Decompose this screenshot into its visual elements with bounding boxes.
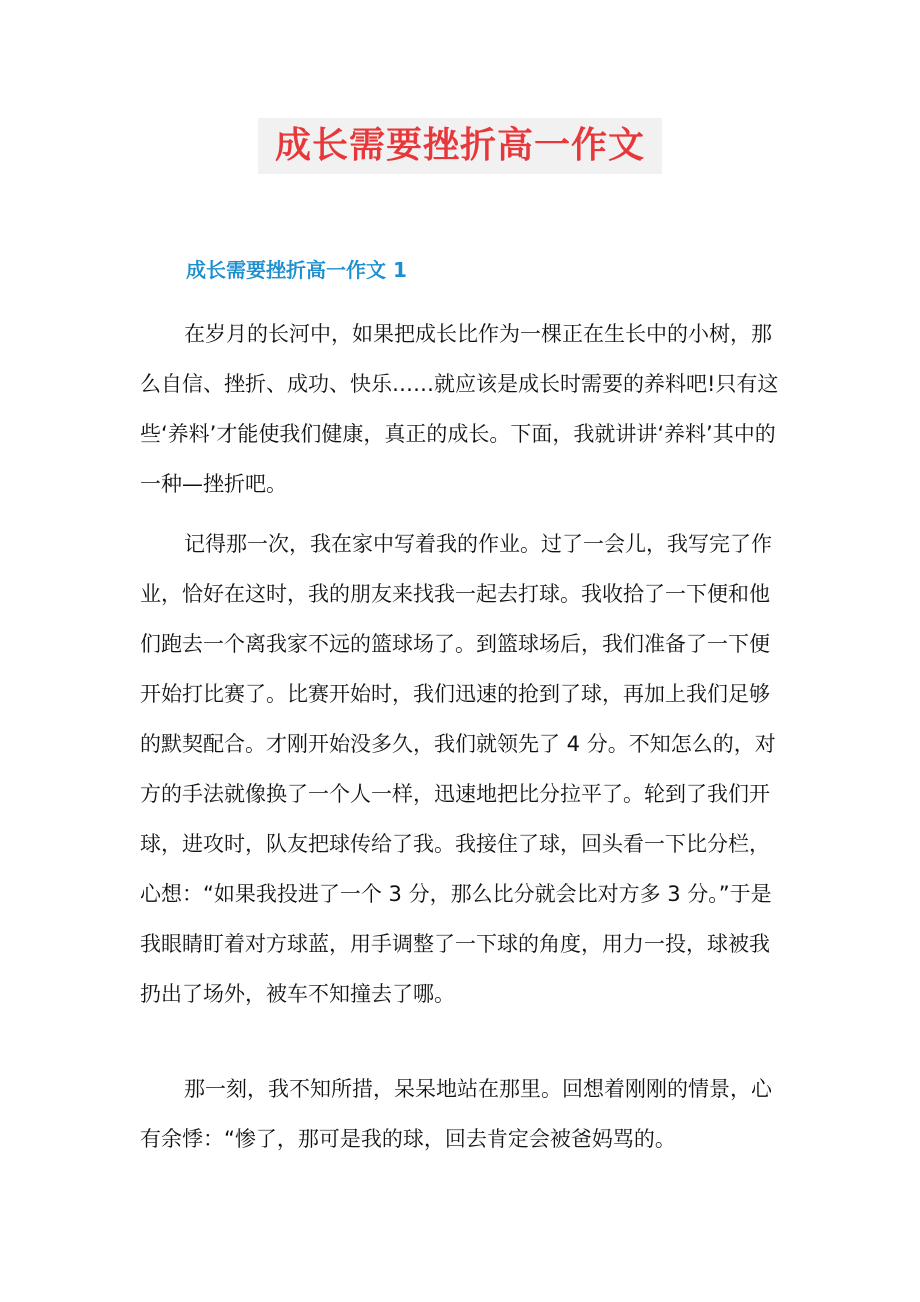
paragraph-3: 那一刻，我不知所措，呆呆地站在那里。回想着刚刚的情景，心有余悸：“惨了，那可是我的球，回去肯定会被爸妈骂的。 [140,1077,772,1151]
document-title: 成长需要挫折高一作文 [258,118,662,174]
paragraph-2: 记得那一次，我在家中写着我的作业。过了一会儿，我写完了作业，恰好在这时，我的朋友来找我一起去打球。我收拾了一下便和他们跑去一个离我家不远的篮球场了。到篮球场后，我们准备了一下便开始打比赛了。比赛开始时，我们迅速的抢到了球，再加上我们足够的默契配合。才刚开始没多久，我们就领先了 4 分。不知怎么的，对方的手法就像换了一个人一样，迅速地把比分拉平了。轮到了我们开球，进攻时，队友把球传给了我。我接住了球，回头看一下比分栏，心想：“如果我投进了一个 3 分，那么比分就会比对方多 3 分。”于是我眼睛盯着对方球蓝，用手调整了一下球的角度，用力一投，球被我扔出了场外，被车不知撞去了哪。 [140,532,776,1006]
paragraph-1: 在岁月的长河中，如果把成长比作为一棵正在生长中的小树，那么自信、挫折、成功、快乐……就应该是成长时需要的养料吧!只有这些‘养料’才能使我们健康，真正的成长。下面，我就讲讲‘养料’其中的一种—挫折吧。 [140,322,779,496]
section-heading: 成长需要挫折高一作文 1 [186,258,407,282]
